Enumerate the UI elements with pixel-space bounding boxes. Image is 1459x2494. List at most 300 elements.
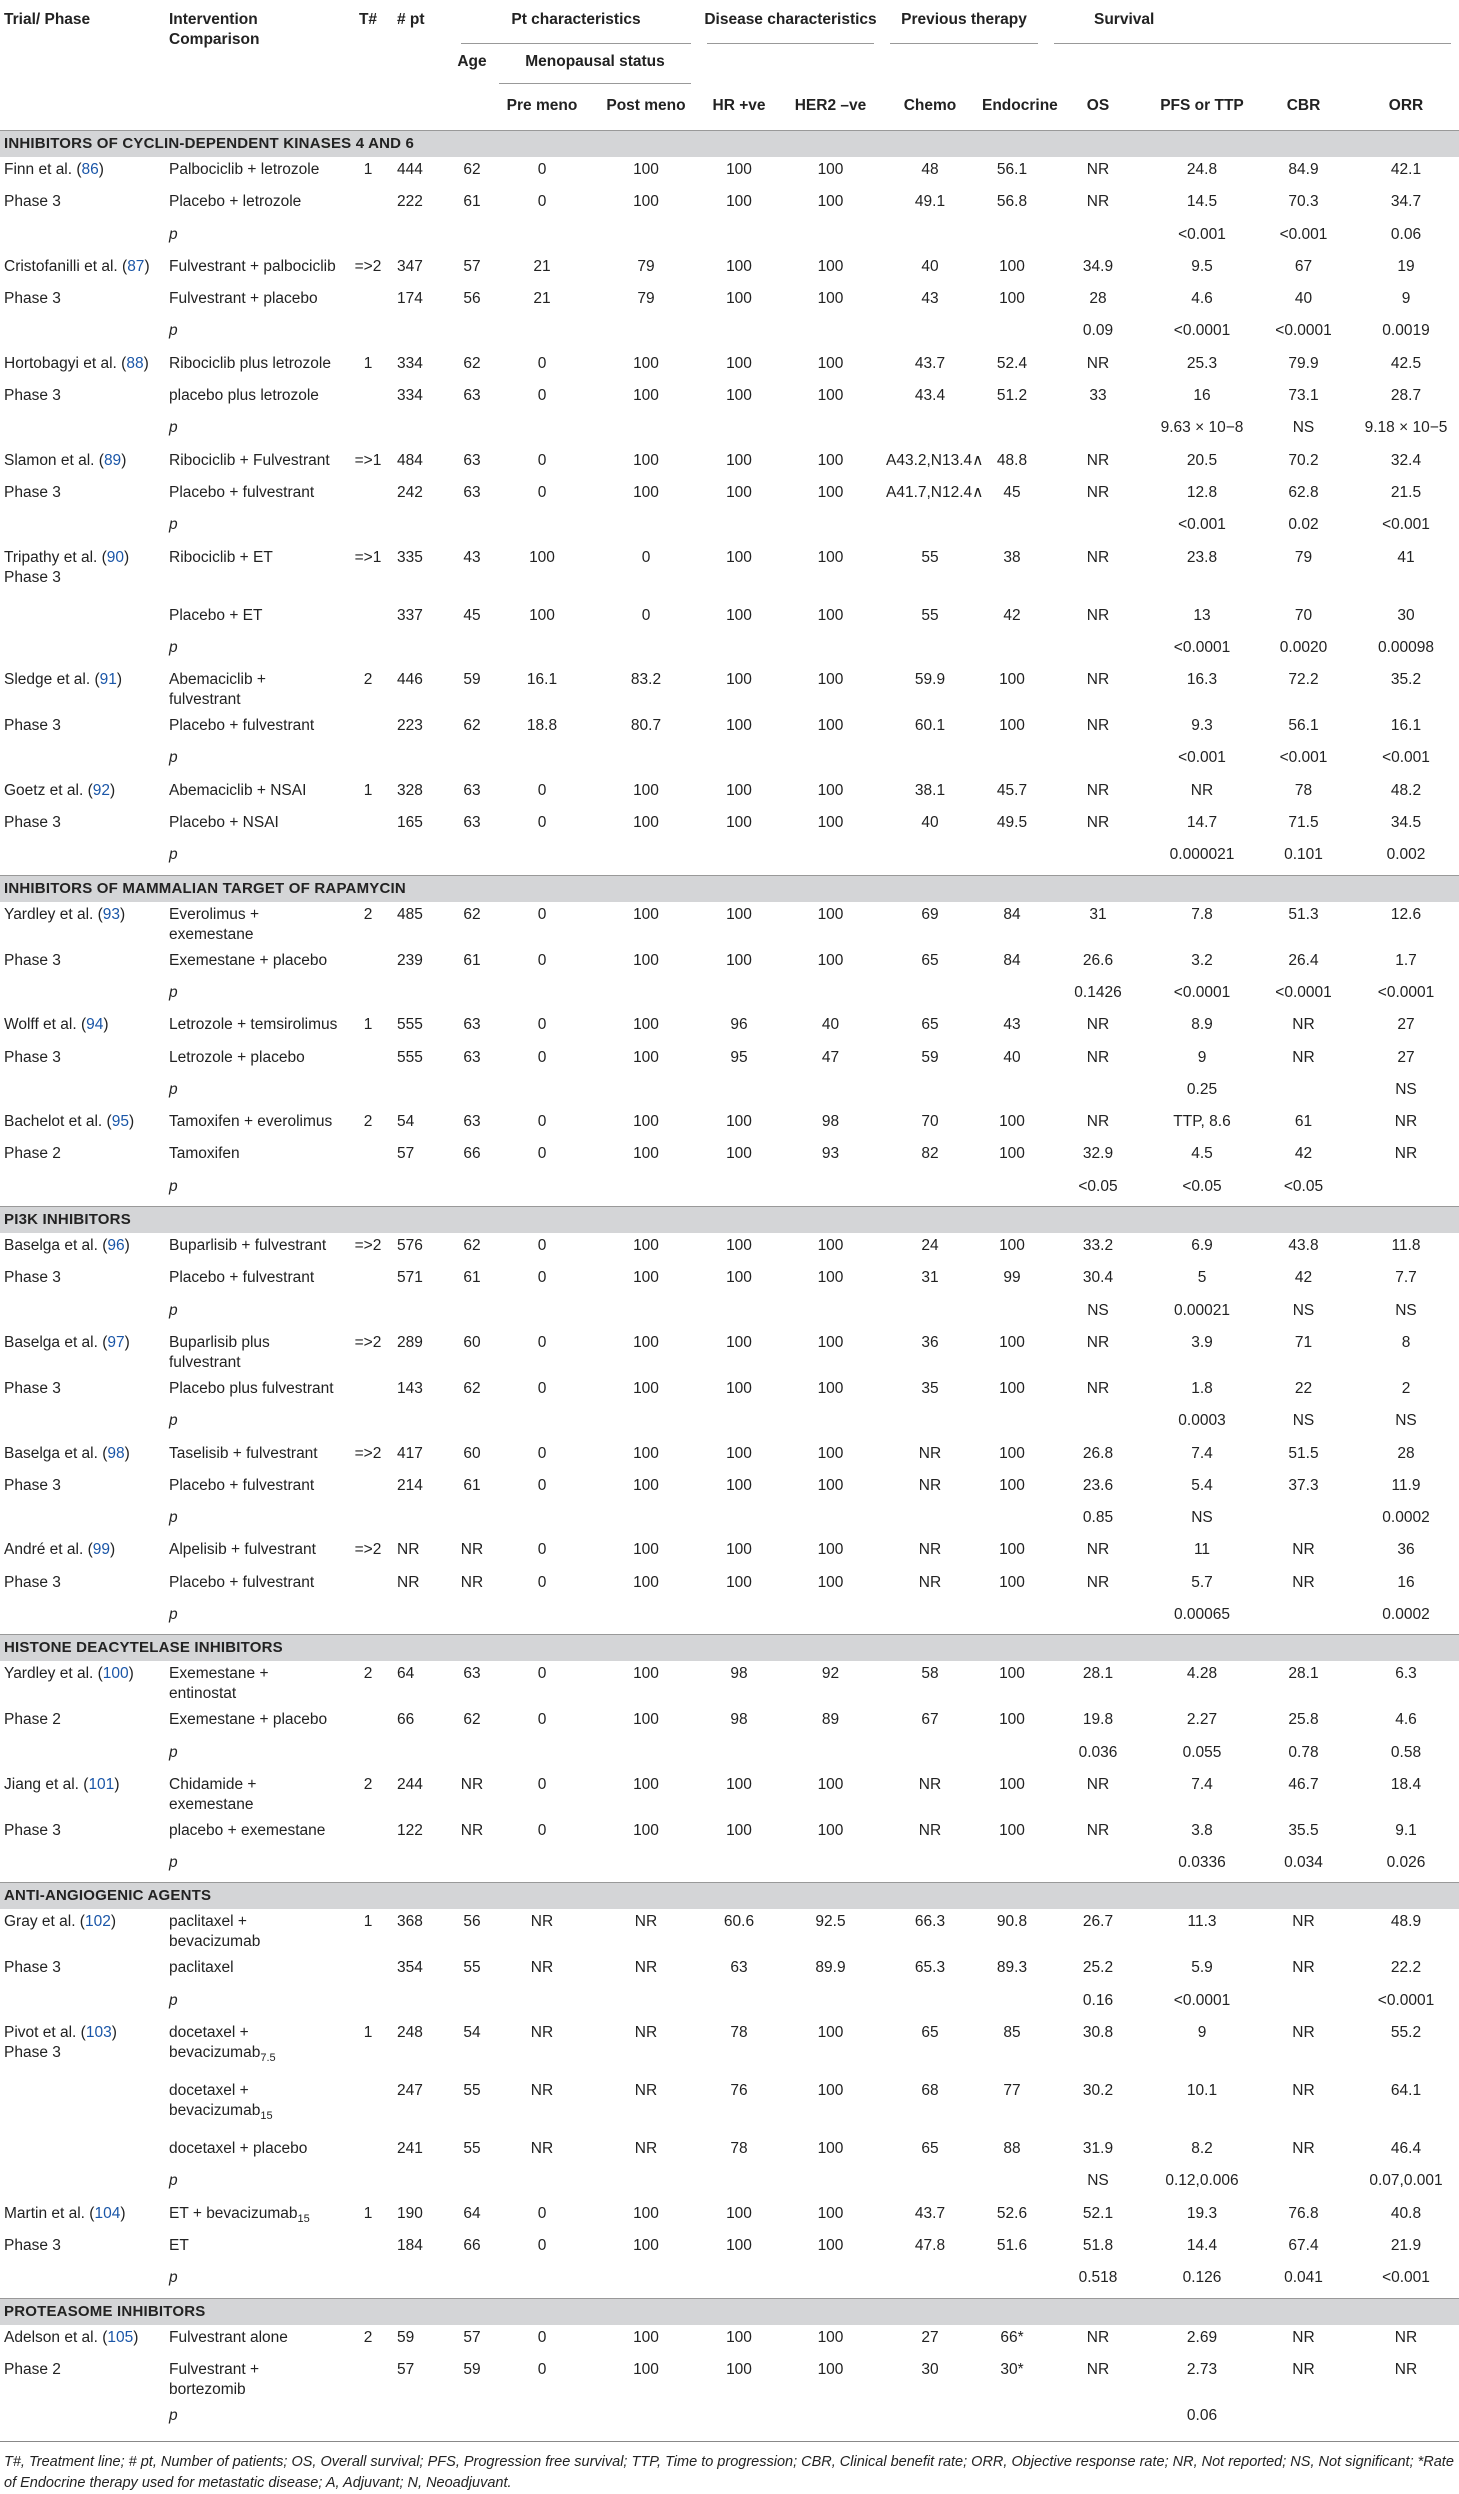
cell-age: 62 xyxy=(463,161,481,178)
cell-age xyxy=(453,1850,491,1883)
header-treatment-line: T# xyxy=(358,11,378,28)
cell-pfs-ttp: 2.27 xyxy=(1186,1711,1218,1729)
table-row xyxy=(0,1988,1459,2020)
cell-os: NR xyxy=(1086,814,1110,832)
header-post-meno: Post meno xyxy=(606,97,686,114)
cell-treatment-line: 1 xyxy=(363,2024,373,2042)
cell-chemo xyxy=(882,745,978,777)
header-cbr: CBR xyxy=(1286,97,1321,114)
header-patient-count: # pt xyxy=(397,11,425,28)
cell-hr: 100 xyxy=(726,387,752,405)
cell-orr: 42.5 xyxy=(1390,354,1422,372)
citation-link[interactable]: 87 xyxy=(127,257,145,275)
cell-hr xyxy=(699,1077,779,1109)
cell-endocrine: 100 xyxy=(999,1821,1025,1839)
cell-orr: 0.026 xyxy=(1386,1854,1426,1872)
cell-os: NR xyxy=(1086,193,1110,211)
cell-hr: 100 xyxy=(726,1444,752,1462)
cell-her2: 100 xyxy=(817,814,844,832)
cell-her2 xyxy=(779,980,882,1012)
cell-pre-meno xyxy=(491,415,593,447)
cell-trial: Baselga et al. (97) xyxy=(4,1333,130,1351)
cell-cbr: 51.5 xyxy=(1288,1444,1319,1462)
cell-os: 0.1426 xyxy=(1074,983,1122,1001)
citation-link[interactable]: 90 xyxy=(106,548,125,566)
cell-intervention: paclitaxel xyxy=(169,1959,234,1977)
cell-os: NR xyxy=(1086,1379,1110,1397)
cell-patient-count: 239 xyxy=(397,951,423,969)
cell-pre-meno xyxy=(491,2403,593,2435)
cell-cbr: 79 xyxy=(1294,548,1313,566)
cell-her2: 47 xyxy=(821,1048,840,1066)
cell-age xyxy=(453,1408,491,1440)
cell-orr: 35.2 xyxy=(1390,671,1422,689)
cell-trial xyxy=(0,842,165,875)
cell-trial xyxy=(0,512,165,544)
header-previous-therapy: Previous therapy xyxy=(882,0,1046,44)
cell-orr: 55.2 xyxy=(1390,2024,1422,2042)
table-row xyxy=(0,635,1459,667)
cell-patient-count xyxy=(393,2168,453,2200)
citation-link[interactable]: 88 xyxy=(126,354,144,372)
cell-os xyxy=(1046,512,1150,544)
cell-her2: 100 xyxy=(817,354,844,372)
cell-pre-meno: 0 xyxy=(537,814,547,832)
cell-post-meno: 100 xyxy=(633,1711,659,1729)
cell-treatment-line: 2 xyxy=(363,905,373,923)
table-row xyxy=(0,1298,1459,1330)
cell-chemo xyxy=(882,1988,978,2020)
cell-patient-count: 59 xyxy=(397,2328,415,2346)
cell-pre-meno: 0 xyxy=(537,1379,547,1397)
cell-pre-meno xyxy=(491,1505,593,1537)
cell-chemo: NR xyxy=(918,1444,942,1462)
cell-post-meno xyxy=(593,745,699,777)
cell-cbr: 71 xyxy=(1294,1333,1313,1351)
cell-orr: 28.7 xyxy=(1390,387,1422,405)
cell-chemo: A43.2,N13.4∧ xyxy=(886,451,984,469)
citation-link[interactable]: 105 xyxy=(107,2328,134,2346)
cell-pre-meno: 0 xyxy=(537,951,547,969)
cell-hr: 100 xyxy=(726,483,752,501)
cell-age xyxy=(453,2403,491,2435)
cell-chemo: 65 xyxy=(921,2024,939,2042)
cell-endocrine: 100 xyxy=(999,717,1025,735)
header-orr: ORR xyxy=(1388,97,1424,114)
cell-intervention: p xyxy=(169,2269,178,2287)
citation-link[interactable]: 94 xyxy=(86,1016,104,1034)
cell-cbr: 43.8 xyxy=(1288,1237,1319,1255)
table-row xyxy=(0,351,1459,383)
cell-hr xyxy=(699,1174,779,1207)
table-body xyxy=(0,131,1459,2436)
cell-treatment-line: 2 xyxy=(363,2328,373,2346)
table-row xyxy=(0,1537,1459,1569)
cell-orr: 11.8 xyxy=(1391,1237,1421,1255)
cell-chemo: 68 xyxy=(921,2082,939,2100)
cell-chemo: NR xyxy=(918,1821,942,1839)
cell-chemo xyxy=(882,415,978,447)
citation-link[interactable]: 91 xyxy=(99,671,117,689)
cell-cbr: 56.1 xyxy=(1288,717,1319,735)
citation-link[interactable]: 99 xyxy=(92,1541,110,1559)
cell-pfs-ttp: <0.0001 xyxy=(1173,983,1231,1001)
cell-os: 26.6 xyxy=(1082,951,1114,969)
cell-post-meno: 100 xyxy=(633,1048,659,1066)
cell-hr: 63 xyxy=(730,1959,748,1977)
cell-endocrine: 45 xyxy=(1003,483,1021,501)
cell-cbr: 0.041 xyxy=(1284,2269,1323,2287)
cell-chemo: 67 xyxy=(921,1711,939,1729)
cell-chemo xyxy=(882,1740,978,1772)
cell-chemo xyxy=(882,635,978,667)
cell-trial: Phase 3 xyxy=(4,1269,61,1287)
cell-hr xyxy=(699,222,779,254)
cell-hr: 98 xyxy=(730,1665,748,1683)
table-row xyxy=(0,415,1459,447)
cell-treatment-line xyxy=(343,318,393,350)
cell-intervention: p xyxy=(169,846,178,864)
cell-endocrine: 40 xyxy=(1003,1048,1021,1066)
cell-intervention: p xyxy=(169,983,178,1001)
cell-trial xyxy=(0,1174,165,1207)
cell-os: NR xyxy=(1086,548,1110,566)
cell-treatment-line xyxy=(343,1077,393,1109)
cell-intervention: Placebo + fulvestrant xyxy=(169,483,315,501)
cell-os: NR xyxy=(1086,1573,1110,1591)
cell-treatment-line xyxy=(343,745,393,777)
cell-treatment-line xyxy=(343,948,393,980)
cell-post-meno xyxy=(593,980,699,1012)
cell-pfs-ttp: 0.055 xyxy=(1182,1743,1222,1761)
cell-post-meno: 100 xyxy=(633,2204,659,2222)
cell-age: 63 xyxy=(463,1665,481,1683)
cell-endocrine xyxy=(978,1298,1046,1330)
table-row xyxy=(0,2357,1459,2403)
cell-pre-meno: 21 xyxy=(533,290,551,308)
cell-intervention: docetaxel + bevacizumab$_{7.5}$ xyxy=(169,2024,276,2065)
cell-patient-count: 555 xyxy=(397,1048,423,1066)
cell-patient-count: 347 xyxy=(397,257,423,275)
cell-her2: 100 xyxy=(817,1379,844,1397)
cell-endocrine: 100 xyxy=(999,671,1025,689)
cell-patient-count xyxy=(393,2403,453,2435)
cell-orr: 12.6 xyxy=(1390,905,1422,923)
cell-age: 62 xyxy=(463,1237,481,1255)
cell-her2: 100 xyxy=(817,1821,844,1839)
cell-cbr: 22 xyxy=(1294,1379,1313,1397)
cell-chemo: 31 xyxy=(921,1269,939,1287)
cell-intervention: p xyxy=(169,1605,178,1623)
cell-chemo: 43 xyxy=(921,290,939,308)
cell-intervention: Letrozole + temsirolimus xyxy=(169,1016,338,1034)
cell-age xyxy=(453,635,491,667)
cell-pre-meno: 0 xyxy=(537,2360,547,2378)
cell-pre-meno xyxy=(491,1740,593,1772)
cell-her2 xyxy=(779,1408,882,1440)
cell-chemo: 70 xyxy=(921,1113,939,1131)
cell-trial: Baselga et al. (96) xyxy=(4,1237,130,1255)
cell-treatment-line: =>2 xyxy=(354,1444,382,1462)
cell-patient-count: 248 xyxy=(397,2024,423,2042)
cell-orr: <0.0001 xyxy=(1377,983,1435,1001)
cell-pfs-ttp: 0.25 xyxy=(1186,1080,1218,1098)
cell-os: 32.9 xyxy=(1082,1145,1114,1163)
cell-endocrine xyxy=(978,1988,1046,2020)
cell-hr xyxy=(699,635,779,667)
cell-os: NR xyxy=(1086,1775,1110,1793)
citation-link[interactable]: 102 xyxy=(84,1913,111,1931)
cell-hr xyxy=(699,415,779,447)
citation-link[interactable]: 98 xyxy=(107,1444,125,1462)
cell-her2: 100 xyxy=(817,717,844,735)
cell-treatment-line xyxy=(343,286,393,318)
cell-treatment-line: 1 xyxy=(363,161,373,178)
cell-pre-meno: 0 xyxy=(537,1541,547,1559)
cell-trial: Wolff et al. (94) xyxy=(4,1016,109,1034)
cell-patient-count xyxy=(393,1174,453,1207)
cell-trial xyxy=(0,415,165,447)
table-row xyxy=(0,1661,1459,1707)
citation-link[interactable]: 103 xyxy=(85,2024,112,2042)
cell-cbr: NR xyxy=(1292,1541,1315,1559)
cell-patient-count: 446 xyxy=(397,671,423,689)
cell-pfs-ttp: 10.1 xyxy=(1186,2082,1218,2100)
cell-hr: 100 xyxy=(726,717,752,735)
table-row xyxy=(0,1740,1459,1772)
cell-orr: 4.6 xyxy=(1395,1711,1417,1729)
citation-link[interactable]: 101 xyxy=(88,1775,115,1793)
cell-orr: 21.5 xyxy=(1390,483,1422,501)
cell-her2 xyxy=(779,415,882,447)
cell-pre-meno: 0 xyxy=(537,1048,547,1066)
cell-cbr: 79.9 xyxy=(1288,354,1319,372)
cell-age: NR xyxy=(460,1775,484,1793)
cell-post-meno: 100 xyxy=(633,1665,659,1683)
cell-her2 xyxy=(779,1077,882,1109)
cell-endocrine: 100 xyxy=(999,1665,1025,1683)
cell-os: NR xyxy=(1086,2360,1110,2378)
cell-orr: NR xyxy=(1394,2328,1418,2346)
cell-patient-count xyxy=(393,1077,453,1109)
cell-intervention: Tamoxifen + everolimus xyxy=(169,1113,333,1131)
cell-pfs-ttp: 0.00021 xyxy=(1173,1301,1231,1319)
cell-os xyxy=(1046,745,1150,777)
cell-orr: 46.4 xyxy=(1390,2140,1422,2158)
cell-treatment-line xyxy=(343,980,393,1012)
cell-intervention: p xyxy=(169,1412,178,1430)
cell-orr: 0.0002 xyxy=(1382,1605,1430,1623)
citation-link[interactable]: 100 xyxy=(102,1665,129,1683)
cell-hr: 100 xyxy=(726,193,752,211)
cell-orr: 64.1 xyxy=(1390,2082,1422,2100)
cell-endocrine xyxy=(978,1408,1046,1440)
cell-pre-meno xyxy=(491,1077,593,1109)
cell-cbr: 42 xyxy=(1294,1269,1313,1287)
cell-patient-count: 555 xyxy=(397,1016,423,1034)
cell-chemo: 82 xyxy=(921,1145,939,1163)
cell-intervention: Placebo + letrozole xyxy=(169,193,302,211)
cell-hr: 100 xyxy=(726,257,752,275)
cell-her2: 92 xyxy=(821,1665,840,1683)
cell-os: NR xyxy=(1086,671,1110,689)
cell-pre-meno: NR xyxy=(530,1959,554,1977)
cell-hr xyxy=(699,842,779,875)
cell-intervention: Buparlisib + fulvestrant xyxy=(169,1237,327,1255)
cell-cbr: <0.0001 xyxy=(1275,322,1332,340)
cell-treatment-line xyxy=(343,2136,393,2168)
cell-endocrine xyxy=(978,745,1046,777)
cell-post-meno: 100 xyxy=(633,354,659,372)
cell-post-meno xyxy=(593,415,699,447)
cell-endocrine xyxy=(978,1850,1046,1883)
cell-treatment-line: =>1 xyxy=(354,451,382,469)
cell-chemo xyxy=(882,222,978,254)
cell-endocrine xyxy=(978,512,1046,544)
cell-trial xyxy=(0,1988,165,2020)
table-row xyxy=(0,2078,1459,2136)
cell-endocrine: 84 xyxy=(1003,951,1021,969)
cell-orr: 16.1 xyxy=(1390,717,1422,735)
cell-her2: 100 xyxy=(817,290,844,308)
table-row xyxy=(0,745,1459,777)
cell-cbr: <0.0001 xyxy=(1275,983,1332,1001)
table-row xyxy=(0,810,1459,842)
cell-pfs-ttp: 1.8 xyxy=(1191,1379,1213,1397)
citation-link[interactable]: 104 xyxy=(94,2204,121,2222)
cell-endocrine: 100 xyxy=(999,1333,1025,1351)
cell-treatment-line xyxy=(343,635,393,667)
cell-pre-meno xyxy=(491,1850,593,1883)
header-os: OS xyxy=(1086,97,1110,114)
cell-age: 43 xyxy=(463,548,481,566)
cell-orr: <0.001 xyxy=(1382,516,1430,534)
cell-intervention: p xyxy=(169,225,178,243)
cell-age: 63 xyxy=(463,781,481,799)
cell-chemo: 66.3 xyxy=(914,1913,946,1931)
cell-patient-count: 335 xyxy=(397,548,423,566)
cell-chemo xyxy=(882,1505,978,1537)
cell-trial: Phase 3 xyxy=(4,290,61,308)
cell-her2: 40 xyxy=(821,1016,840,1034)
cell-os xyxy=(1046,635,1150,667)
cell-intervention: Placebo + fulvestrant xyxy=(169,717,315,735)
header-endocrine: Endocrine xyxy=(982,97,1058,114)
cell-os: 51.8 xyxy=(1082,2236,1114,2254)
cell-pfs-ttp: 11.3 xyxy=(1187,1913,1217,1931)
cell-cbr: 0.0020 xyxy=(1279,638,1328,656)
cell-orr: <0.001 xyxy=(1382,749,1430,767)
cell-her2: 100 xyxy=(817,1269,844,1287)
cell-post-meno: 100 xyxy=(633,161,659,178)
citation-link[interactable]: 95 xyxy=(111,1113,129,1131)
cell-treatment-line xyxy=(343,1265,393,1297)
cell-patient-count xyxy=(393,1298,453,1330)
cell-intervention: Palbociclib + letrozole xyxy=(169,161,320,178)
cell-chemo: 69 xyxy=(921,905,939,923)
cell-cbr: NR xyxy=(1292,2024,1315,2042)
cell-endocrine: 56.1 xyxy=(996,161,1028,178)
cell-treatment-line xyxy=(343,512,393,544)
cell-chemo xyxy=(882,1408,978,1440)
cell-cbr: NR xyxy=(1292,1016,1315,1034)
cell-post-meno: NR xyxy=(634,1959,658,1977)
cell-patient-count: 244 xyxy=(397,1775,423,1793)
cell-intervention: docetaxel + placebo xyxy=(169,2140,308,2158)
cell-age: 61 xyxy=(463,1269,481,1287)
table-row xyxy=(0,1141,1459,1173)
cell-pfs-ttp: 3.8 xyxy=(1191,1821,1213,1839)
cell-hr: 100 xyxy=(726,1775,752,1793)
cell-cbr: NR xyxy=(1292,1959,1315,1977)
cell-her2: 100 xyxy=(817,1573,844,1591)
cell-intervention: Exemestane + placebo xyxy=(169,1711,328,1729)
cell-post-meno xyxy=(593,2265,699,2298)
cell-hr: 95 xyxy=(730,1048,748,1066)
cell-cbr xyxy=(1254,1505,1353,1537)
table-row xyxy=(0,254,1459,286)
cell-orr: 0.00098 xyxy=(1377,638,1435,656)
cell-post-meno: 0 xyxy=(641,548,651,566)
cell-pfs-ttp: <0.0001 xyxy=(1173,322,1231,340)
cell-her2: 100 xyxy=(817,781,844,799)
cell-trial: Phase 3 xyxy=(4,814,61,832)
cell-her2: 100 xyxy=(817,671,844,689)
cell-pre-meno: 0 xyxy=(537,781,547,799)
cell-hr: 100 xyxy=(726,2328,752,2346)
cell-hr xyxy=(699,1408,779,1440)
cell-pfs-ttp: 9 xyxy=(1197,1048,1207,1066)
citation-link[interactable]: 89 xyxy=(103,451,122,469)
cell-orr: 22.2 xyxy=(1390,1959,1422,1977)
cell-age: 63 xyxy=(463,1048,481,1066)
cell-pfs-ttp: 3.2 xyxy=(1191,951,1213,969)
cell-trial: Tripathy et al. (90) Phase 3 xyxy=(4,548,130,586)
cell-chemo: 47.8 xyxy=(914,2236,946,2254)
cell-pfs-ttp: <0.0001 xyxy=(1173,1991,1231,2009)
cell-cbr: 67.4 xyxy=(1288,2236,1319,2254)
cell-orr: 16 xyxy=(1397,1573,1415,1591)
cell-chemo xyxy=(882,2265,978,2298)
cell-her2 xyxy=(779,1850,882,1883)
table-row xyxy=(0,778,1459,810)
cell-pre-meno: NR xyxy=(530,2082,554,2100)
cell-pfs-ttp: 9.63 × 10−8 xyxy=(1160,419,1244,437)
cell-trial xyxy=(0,318,165,350)
cell-age: 57 xyxy=(463,257,481,275)
cell-patient-count: 337 xyxy=(397,606,423,624)
cell-cbr: 46.7 xyxy=(1288,1775,1319,1793)
cell-pre-meno: 0 xyxy=(537,1269,547,1287)
citation-link[interactable]: 97 xyxy=(107,1333,125,1351)
citation-link[interactable]: 86 xyxy=(81,161,99,178)
cell-os: 30.4 xyxy=(1082,1269,1114,1287)
cell-post-meno: 100 xyxy=(633,1016,659,1034)
table-row xyxy=(0,1109,1459,1141)
cell-cbr: 0.78 xyxy=(1288,1743,1319,1761)
cell-treatment-line xyxy=(343,1955,393,1987)
cell-orr: 0.06 xyxy=(1390,225,1422,243)
cell-patient-count xyxy=(393,512,453,544)
cell-trial xyxy=(0,2078,165,2136)
cell-cbr xyxy=(1254,1077,1353,1109)
citation-link[interactable]: 96 xyxy=(107,1237,125,1255)
citation-link[interactable]: 93 xyxy=(102,905,121,923)
cell-cbr: 0.02 xyxy=(1288,516,1319,534)
citation-link[interactable]: 92 xyxy=(92,781,110,799)
table-row xyxy=(0,157,1459,189)
cell-os: NR xyxy=(1086,1333,1110,1351)
